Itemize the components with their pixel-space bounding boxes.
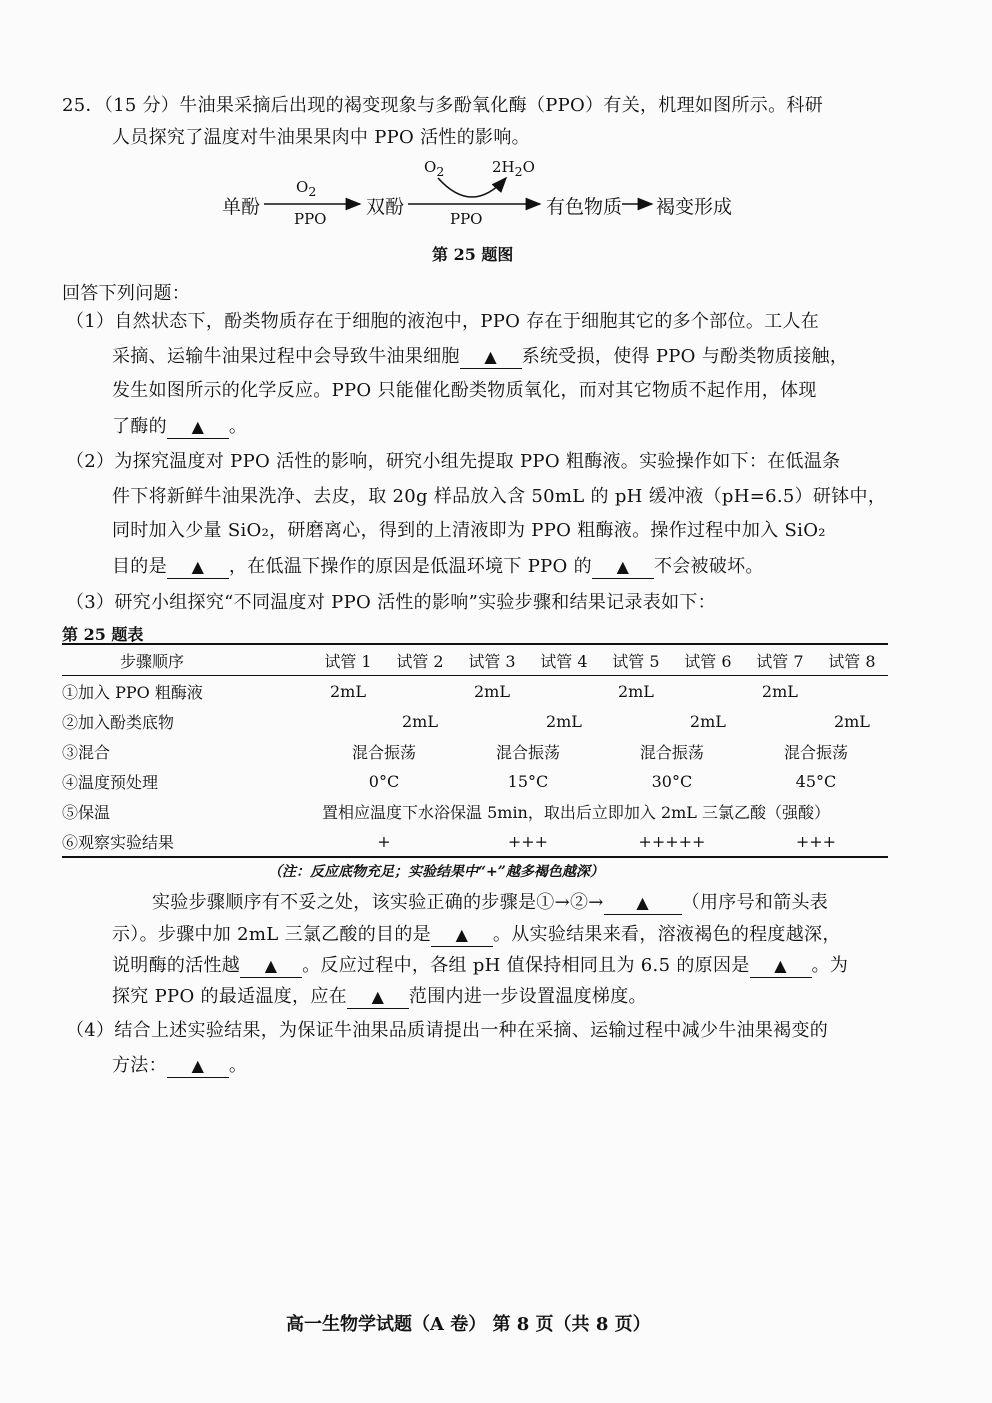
table-cell: +++	[507, 831, 549, 851]
part3-line3-c: 。为	[811, 955, 849, 976]
h2o-label-post: O	[522, 158, 535, 176]
o2-label-1	[296, 178, 316, 199]
part2-line3: 同时加入少量 SiO₂，研磨离心，得到的上清液即为 PPO 粗酶液。操作过程中加入 SiO₂	[112, 520, 826, 541]
arrow-o2-to-h2o	[438, 178, 506, 197]
table-cell	[816, 676, 888, 707]
table-cell: 混合振荡	[639, 742, 704, 762]
table-cell: 2mL	[689, 711, 726, 731]
table-cell: 混合振荡	[495, 742, 560, 762]
blank-triangle: ▲	[371, 987, 385, 1006]
answer-blank-2[interactable]	[167, 416, 229, 439]
table-cell: ⑥观察实验结果	[62, 832, 175, 852]
blank-triangle: ▲	[484, 347, 497, 366]
table-cell: ⑤保温	[62, 802, 111, 822]
table-cell	[456, 706, 528, 736]
table-cell: 混合振荡	[783, 742, 848, 762]
blank-triangle: ▲	[191, 557, 205, 576]
o2-label-2-sub: 2	[436, 164, 445, 179]
table-cell: 2mL	[833, 711, 870, 731]
answer-blank-6[interactable]	[431, 924, 493, 947]
part2-line4-a: 目的是	[112, 556, 167, 577]
part4-line2-a: 方法：	[112, 1055, 167, 1076]
answer-blank-3[interactable]	[167, 556, 229, 579]
table-cell	[672, 676, 744, 707]
table-cell	[744, 706, 816, 736]
part3-line4	[112, 986, 647, 1009]
part1-line2-a: 采摘、运输牛油果过程中会导致牛油果细胞	[112, 346, 460, 367]
part2-line2: 件下将新鲜牛油果洗净、去皮，取 20g 样品放入含 50mL 的 pH 缓冲液（pH=6.5）研钵中，	[112, 486, 887, 507]
part1-line2-b: 系统受损，使得 PPO 与酚类物质接触，	[521, 346, 849, 367]
table-cell: 0°C	[368, 771, 400, 791]
part2-line4-b: ，在低温下操作的原因是低温环境下 PPO 的	[228, 556, 592, 577]
question-25-line2: 人员探究了温度对牛油果果肉中 PPO 活性的影响。	[112, 127, 530, 148]
part1-line1: （1）自然状态下，酚类物质存在于细胞的液泡中，PPO 存在于细胞其它的多个部位。工人在	[66, 311, 820, 332]
table-row	[62, 796, 888, 826]
table-row	[62, 676, 888, 707]
blank-triangle: ▲	[616, 557, 630, 576]
table-row	[62, 766, 888, 796]
table-row	[62, 826, 888, 857]
table-header-cell: 试管 1	[324, 651, 372, 671]
part3-line3-a: 说明酶的活性越	[112, 955, 241, 976]
table-cell: 45°C	[795, 771, 837, 791]
answer-blank-7[interactable]	[240, 955, 302, 978]
part3-line1-a: 实验步骤顺序有不妥之处，该实验正确的步骤是①→②→	[152, 892, 604, 913]
table-cell	[600, 706, 672, 736]
table-cell: 2mL	[401, 711, 438, 731]
colored-substance-label: 有色物质	[546, 196, 623, 218]
table-cell: 混合振荡	[351, 742, 416, 762]
part1-line4-a: 了酶的	[112, 416, 167, 437]
table-cell	[528, 676, 600, 707]
figure-caption: 第 25 题图	[432, 245, 514, 264]
table-cell: 2mL	[473, 681, 510, 701]
table-header-cell: 试管 2	[396, 651, 444, 671]
answer-blank-9[interactable]	[347, 986, 409, 1009]
ppo-label-1: PPO	[294, 210, 327, 228]
part1-line3: 发生如图所示的化学反应。PPO 只能催化酚类物质氧化，而对其它物质不起作用，体现	[112, 380, 817, 401]
table-cell: ④温度预处理	[62, 772, 159, 792]
blank-triangle: ▲	[455, 925, 469, 944]
part1-line2	[112, 346, 848, 369]
part3-line2-b: 。从实验结果来看，溶液褐色的程度越深，	[492, 924, 841, 945]
part4-line2-b: 。	[228, 1055, 248, 1076]
part4-line1: （4）结合上述实验结果，为保证牛油果品质请提出一种在采摘、运输过程中减少牛油果褐变的	[66, 1020, 829, 1041]
table-header-cell: 试管 4	[540, 651, 588, 671]
blank-triangle: ▲	[636, 893, 649, 912]
blank-triangle: ▲	[264, 956, 278, 975]
table-cell: ②加入酚类底物	[62, 712, 175, 732]
part3-line2-a: 示）。步骤中加 2mL 三氯乙酸的目的是	[112, 924, 431, 945]
part2-line4-c: 不会被破坏。	[653, 556, 764, 577]
table-header-cell: 试管 6	[684, 651, 732, 671]
answer-blank-8[interactable]	[750, 955, 812, 978]
experiment-table	[62, 643, 888, 858]
table-cell: +	[377, 831, 391, 851]
ppo-label-2: PPO	[450, 210, 483, 228]
blank-triangle: ▲	[774, 956, 787, 975]
part2-line1: （2）为探究温度对 PPO 活性的影响，研究小组先提取 PPO 粗酶液。实验操作如下：在低温条	[66, 451, 841, 472]
table-cell: 15°C	[507, 771, 549, 791]
h2o-label-sub: 2	[514, 164, 523, 179]
table-header-cell: 试管 5	[612, 651, 660, 671]
table-cell: 置相应温度下水浴保温 5min，取出后立即加入 2mL 三氯乙酸（强酸）	[322, 802, 831, 822]
answer-blank-4[interactable]	[592, 556, 654, 579]
blank-triangle: ▲	[191, 417, 205, 436]
question-25-line1: 25．（15 分）牛油果采摘后出现的褐变现象与多酚氧化酶（PPO）有关，机理如图所示。科研	[62, 95, 824, 116]
part3-line1-b: （用序号和箭头表	[681, 892, 829, 913]
o2-label-1-text: O	[296, 178, 309, 196]
table-cell: 2mL	[617, 681, 654, 701]
table-note: （注：反应底物充足；实验结果中“+”越多褐色越深）	[268, 864, 604, 880]
h2o-label-pre: 2H	[492, 158, 515, 176]
table-cell: +++	[795, 831, 837, 851]
table-header-row	[62, 644, 888, 676]
part3-line4-b: 范围内进一步设置温度梯度。	[408, 986, 647, 1007]
table-cell: +++++	[638, 831, 706, 851]
blank-triangle: ▲	[191, 1056, 205, 1075]
part1-line4	[112, 416, 247, 439]
answer-blank-5[interactable]	[604, 892, 682, 915]
table-cell: 2mL	[545, 711, 582, 731]
part1-line4-b: 。	[228, 416, 248, 437]
h2o-label	[492, 158, 535, 179]
reaction-diagram	[210, 158, 770, 236]
part3-line3	[112, 955, 848, 978]
table-cell	[384, 676, 456, 707]
table-cell: 2mL	[761, 681, 798, 701]
answer-blank-10[interactable]	[167, 1055, 229, 1078]
table-cell	[312, 706, 384, 736]
table-row	[62, 736, 888, 766]
part3-line4-a: 探究 PPO 的最适温度，应在	[112, 986, 347, 1007]
table-header-cell: 步骤顺序	[120, 651, 185, 671]
o2-label-1-sub: 2	[308, 184, 317, 199]
table-row	[62, 706, 888, 736]
diphenol-label: 双酚	[366, 196, 405, 218]
part2-line4	[112, 556, 764, 579]
page-footer: 高一生物学试题（A 卷） 第 8 页（共 8 页）	[286, 1314, 651, 1335]
table-header-cell: 试管 3	[468, 651, 516, 671]
o2-label-2-text: O	[424, 158, 437, 176]
part4-line2	[112, 1055, 247, 1078]
o2-label-2	[424, 158, 444, 179]
table-cell: 30°C	[651, 771, 693, 791]
part3-line3-b: 。反应过程中，各组 pH 值保持相同且为 6.5 的原因是	[302, 955, 750, 976]
answer-prompt: 回答下列问题：	[62, 283, 191, 304]
table-header-cell: 试管 7	[756, 651, 804, 671]
table-cell: ③混合	[62, 742, 111, 762]
browning-label: 褐变形成	[656, 196, 733, 218]
table-caption: 第 25 题表	[62, 625, 144, 644]
table-cell: 2mL	[330, 681, 366, 701]
table-cell: ①加入 PPO 粗酶液	[62, 682, 203, 702]
part3-line1	[152, 892, 828, 915]
part3-intro: （3）研究小组探究“不同温度对 PPO 活性的影响”实验步骤和结果记录表如下：	[66, 592, 716, 613]
monophenol-label: 单酚	[222, 196, 261, 218]
table-header-cell: 试管 8	[828, 651, 876, 671]
part3-line2	[112, 924, 841, 947]
answer-blank-1[interactable]	[460, 346, 522, 369]
